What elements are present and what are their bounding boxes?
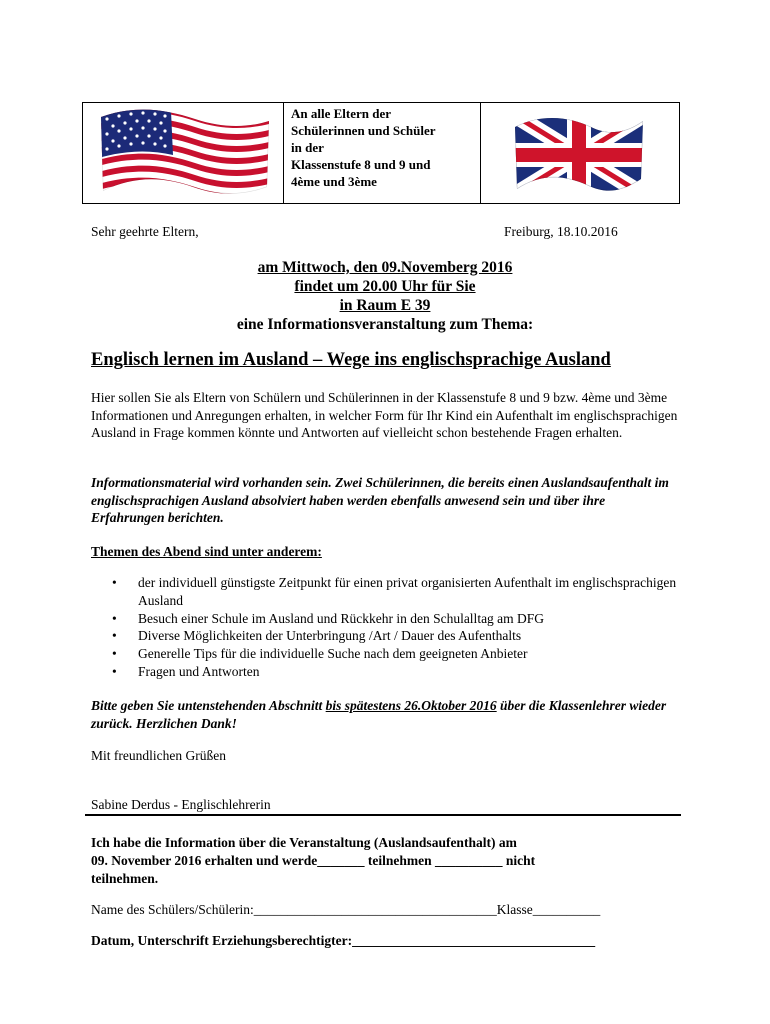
list-item: • der individuell günstigste Zeitpunkt für einen privat organisierten Aufenthalt im englischsprachigen Ausland [138, 574, 698, 610]
return-note [91, 697, 681, 732]
info-note: Informationsmaterial wird vorhanden sein. Zwei Schülerinnen, die bereits einen Auslandsaufenthalt im englischsprachigen Ausland absolviert haben werden ebenfalls anwesend sein und über ihre Erfahrungen berichten. [91, 475, 669, 525]
list-item: • Besuch einer Schule im Ausland und Rückkehr in den Schulalltag am DFG [138, 610, 698, 628]
list-item: • Diverse Möglichkeiten der Unterbringung /Art / Dauer des Aufenthalts [138, 627, 698, 645]
response-statement [91, 834, 681, 888]
intro-paragraph: Hier sollen Sie als Eltern von Schülern und Schülerinnen in der Klassenstufe 8 und 9 bzw. 4ème und 3ème Informationen und Anregungen erhalten, in welcher Form für Ihr Kind ein Aufenthalt im englischsprachigen Ausland in Frage kommen könnte und Antworten auf vielleicht schon bestehende Fragen erhalten. [91, 390, 678, 440]
response-line-3: teilnehmen. [91, 871, 159, 886]
list-item: • Generelle Tips für die individuelle Suche nach dem geeigneten Anbieter [138, 645, 698, 663]
place-date: Freiburg, 18.10.2016 [504, 224, 618, 239]
event-line-2: findet um 20.00 Uhr für Sie [294, 278, 476, 295]
student-name-field[interactable]: Name des Schülers/Schülerin:____________________________________Klasse__________ [91, 902, 601, 917]
return-note-text-2: über die Klassenlehrer wieder zurück. Herzlichen Dank! [91, 698, 667, 731]
address-line: 4ème und 3ème [291, 174, 377, 189]
date-signature-field[interactable]: Datum, Unterschrift Erziehungsberechtigter:____________________________________ [91, 933, 596, 948]
header-table [82, 102, 680, 204]
uk-flag-cell [481, 103, 679, 203]
return-deadline: bis spätestens 26.Oktober 2016 [325, 698, 497, 713]
address-line: Klassenstufe 8 und 9 und [291, 157, 431, 172]
event-line-3: in Raum E 39 [339, 297, 431, 314]
address-line: Schülerinnen und Schüler [291, 123, 436, 138]
return-note-text: Bitte geben Sie untenstehenden Abschnitt [91, 698, 326, 713]
cut-line [85, 814, 681, 816]
address-line: in der [291, 140, 324, 155]
event-title: Englisch lernen im Ausland – Wege ins englischsprachige Ausland [91, 350, 611, 370]
event-time [0, 277, 770, 296]
recipient-address [284, 103, 481, 203]
response-line-2[interactable]: 09. November 2016 erhalten und werde_______ teilnehmen __________ nicht [91, 853, 536, 868]
event-date [0, 258, 770, 277]
event-line-1: am Mittwoch, den 09.Novemberg 2016 [257, 259, 513, 276]
address-line: An alle Eltern der [291, 106, 392, 121]
uk-flag-icon [511, 113, 647, 197]
topics-heading: Themen des Abend sind unter anderem: [91, 544, 322, 559]
list-item: • Fragen und Antworten [138, 663, 698, 681]
us-flag-cell [83, 103, 284, 203]
event-topic-intro: eine Informationsveranstaltung zum Thema: [236, 316, 534, 333]
salutation: Sehr geehrte Eltern, [91, 224, 199, 239]
us-flag-icon [95, 107, 273, 201]
signature: Sabine Derdus - Englischlehrerin [91, 797, 271, 812]
event-room [0, 296, 770, 315]
response-line-1: Ich habe die Information über die Veranstaltung (Auslandsaufenthalt) am [91, 835, 517, 850]
closing: Mit freundlichen Grüßen [91, 748, 226, 763]
topics-list [91, 574, 698, 681]
